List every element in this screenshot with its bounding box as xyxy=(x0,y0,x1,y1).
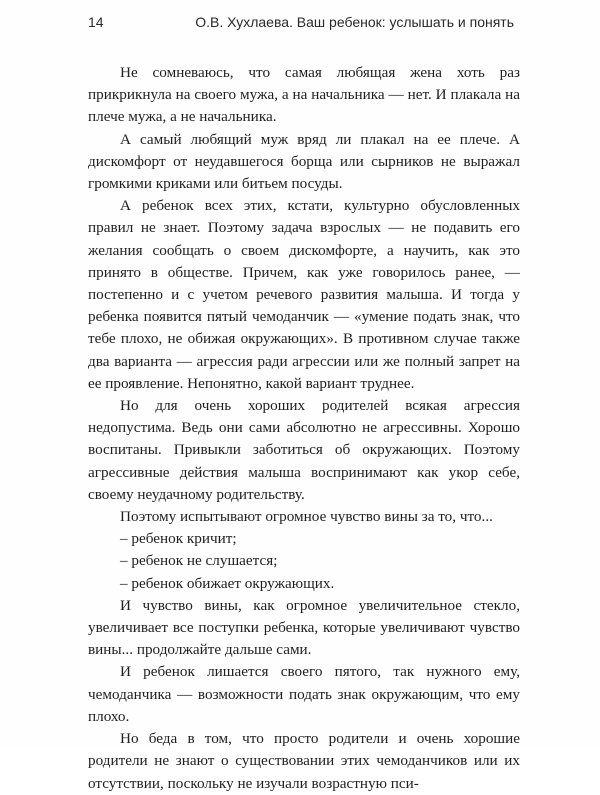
body-text xyxy=(88,62,520,795)
running-title: О.В. Хухлаева. Ваш ребенок: услышать и понять xyxy=(195,14,514,30)
paragraph: А ребенок всех этих, кстати, культурно обусловленных правил не знает. Поэтому задача взрослых — не подавить его желания сообщать о своем дискомфорте, а научить, как это принято в обществе. Причем, как уже говорилось ранее, — постепенно и с учетом речевого развития малыша. И тогда у ребенка появится пятый чемоданчик — «умение подать знак, что тебе плохо, не обижая окружающих». В противном случае также два варианта — агрессия ради агрессии или же полный запрет на ее проявление. Непонятно, какой вариант труднее. xyxy=(88,197,520,392)
paragraph: Не сомневаюсь, что самая любящая жена хоть раз прикрикнула на своего мужа, а на начальника — нет. И плакала на плече мужа, а не начальника. xyxy=(88,64,520,126)
paragraph: И ребенок лишается своего пятого, так нужного ему, чемоданчика — возможности подать знак окружающим, что ему плохо. xyxy=(88,663,520,725)
list-item: – ребенок кричит; xyxy=(120,530,237,548)
list-item: – ребенок не слушается; xyxy=(120,552,278,570)
page-number: 14 xyxy=(88,14,104,30)
paragraph: Но беда в том, что просто родители и очень хорошие родители не знают о существовании этих чемоданчиков или их отсутствии, поскольку не изучали возрастную пси- xyxy=(88,730,520,792)
page-header xyxy=(88,14,514,36)
paragraph: И чувство вины, как огромное увеличительное стекло, увеличивает все поступки ребенка, которые увеличивают чувство вины... продолжайте дальше сами. xyxy=(88,596,520,659)
paragraph: Но для очень хороших родителей всякая агрессия недопустима. Ведь они сами абсолютно не агрессивны. Хорошо воспитаны. Привыкли заботиться об окружающих. Поэтому агрессивные действия малыша воспринимают как укор себе, своему неудачному родительству. xyxy=(88,397,520,503)
paragraph: Поэтому испытывают огромное чувство вины за то, что... xyxy=(120,508,493,526)
list-item: – ребенок обижает окружающих. xyxy=(120,574,335,592)
paragraph: А самый любящий муж вряд ли плакал на ее плече. А дискомфорт от неудавшегося борща или сырников не выражал громкими криками или битьем посуды. xyxy=(88,130,520,193)
